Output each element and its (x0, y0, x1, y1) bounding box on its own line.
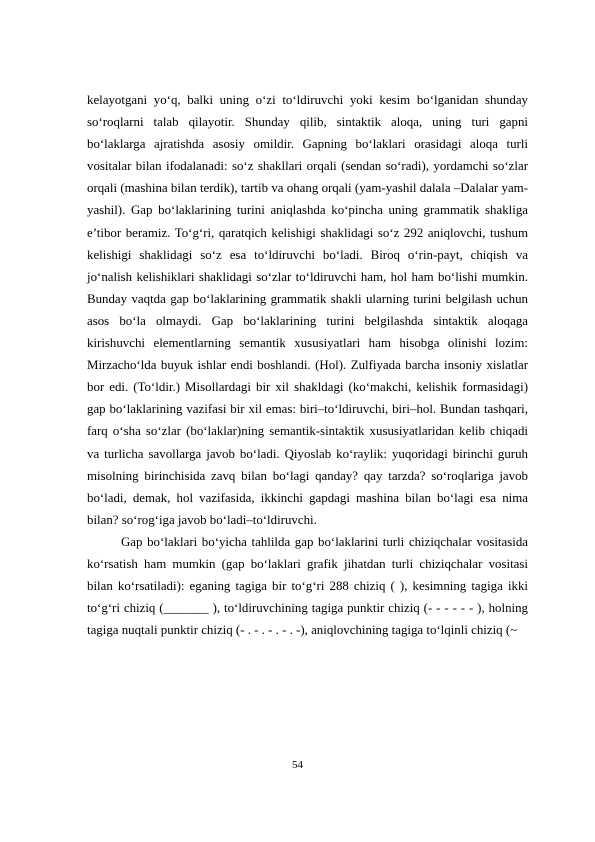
page-number: 54 (292, 759, 303, 771)
paragraph-1: kelayotgani yo‘q, balki uning o‘zi to‘ldiruvchi yoki kesim bo‘lganidan shunday so‘roqlarni talab qilayotir. Shunday qilib, sintaktik aloqa, uning turi gapni bo‘laklarga ajratishda asosiy omildir. Gapning bo‘laklari orasidagi aloqa turli vositalar bilan ifodalanadi: so‘z shakllari orqali (sendan so‘radi), yordamchi so‘zlar orqali (mashina bilan terdik), tartib va ohang orqali (yam-yashil dalala –Dalalar yam-yashil). Gap bo‘laklarining turini aniqlashda ko‘pincha uning grammatik shakliga e’tibor beramiz. To‘g‘ri, qaratqich kelishigi shaklidagi so‘z 292 aniqlovchi, tushum kelishigi shaklidagi so‘z esa to‘ldiruvchi bo‘ladi. Biroq o‘rin-payt, chiqish va jo‘nalish kelishiklari shaklidagi so‘zlar to‘ldiruvchi ham, hol ham bo‘lishi mumkin. Bunday vaqtda gap bo‘laklarining grammatik shakli ularning turini belgilash uchun asos bo‘la olmaydi. Gap bo‘laklarining turini belgilashda sintaktik aloqaga kirishuvchi elementlarning semantik xususiyatlari ham hisobga olinishi lozim: Mirzacho‘lda buyuk ishlar endi boshlandi. (Hol). Zulfiyada barcha insoniy xislatlar bor edi. (To‘ldir.) Misollardagi bir xil shakldagi (ko‘makchi, kelishik formasidagi) gap bo‘laklarining vazifasi bir xil emas: biri–to‘ldiruvchi, biri–hol. Bundan tashqari, farq o‘sha so‘zlar (bo‘laklar)ning semantik-sintaktik xususiyatlaridan kelib chiqadi va turlicha savollarga javob bo‘ladi. Qiyoslab ko‘raylik: yuqoridagi birinchi guruh misolning birinchisida zavq bilan bo‘lagi qanday? qay tarzda? so‘roqlariga javob bo‘ladi, demak, hol vazifasida, ikkinchi gapdagi mashina bilan bo‘lagi esa nima bilan? so‘rog‘iga javob bo‘ladi–to‘ldiruvchi. (87, 93, 528, 527)
page-body (87, 89, 528, 641)
paragraph-2: Gap bo‘laklari bo‘yicha tahlilda gap bo‘laklarini turli chiziqchalar vositasida ko‘rsatish ham mumkin (gap bo‘laklari grafik jihatdan turli chiziqchalar vositasi bilan ko‘rsatiladi): eganing tagiga bir to‘g‘ri 288 chiziq ( ), kesimning tagiga ikki to‘g‘ri chiziq (_______ ), to‘ldiruvchining tagiga punktir chiziq (- - - - - - ), holning tagiga nuqtali punktir chiziq (- . - . - . - . -), aniqlovchining tagiga to‘lqinli chiziq (~ (87, 534, 528, 638)
